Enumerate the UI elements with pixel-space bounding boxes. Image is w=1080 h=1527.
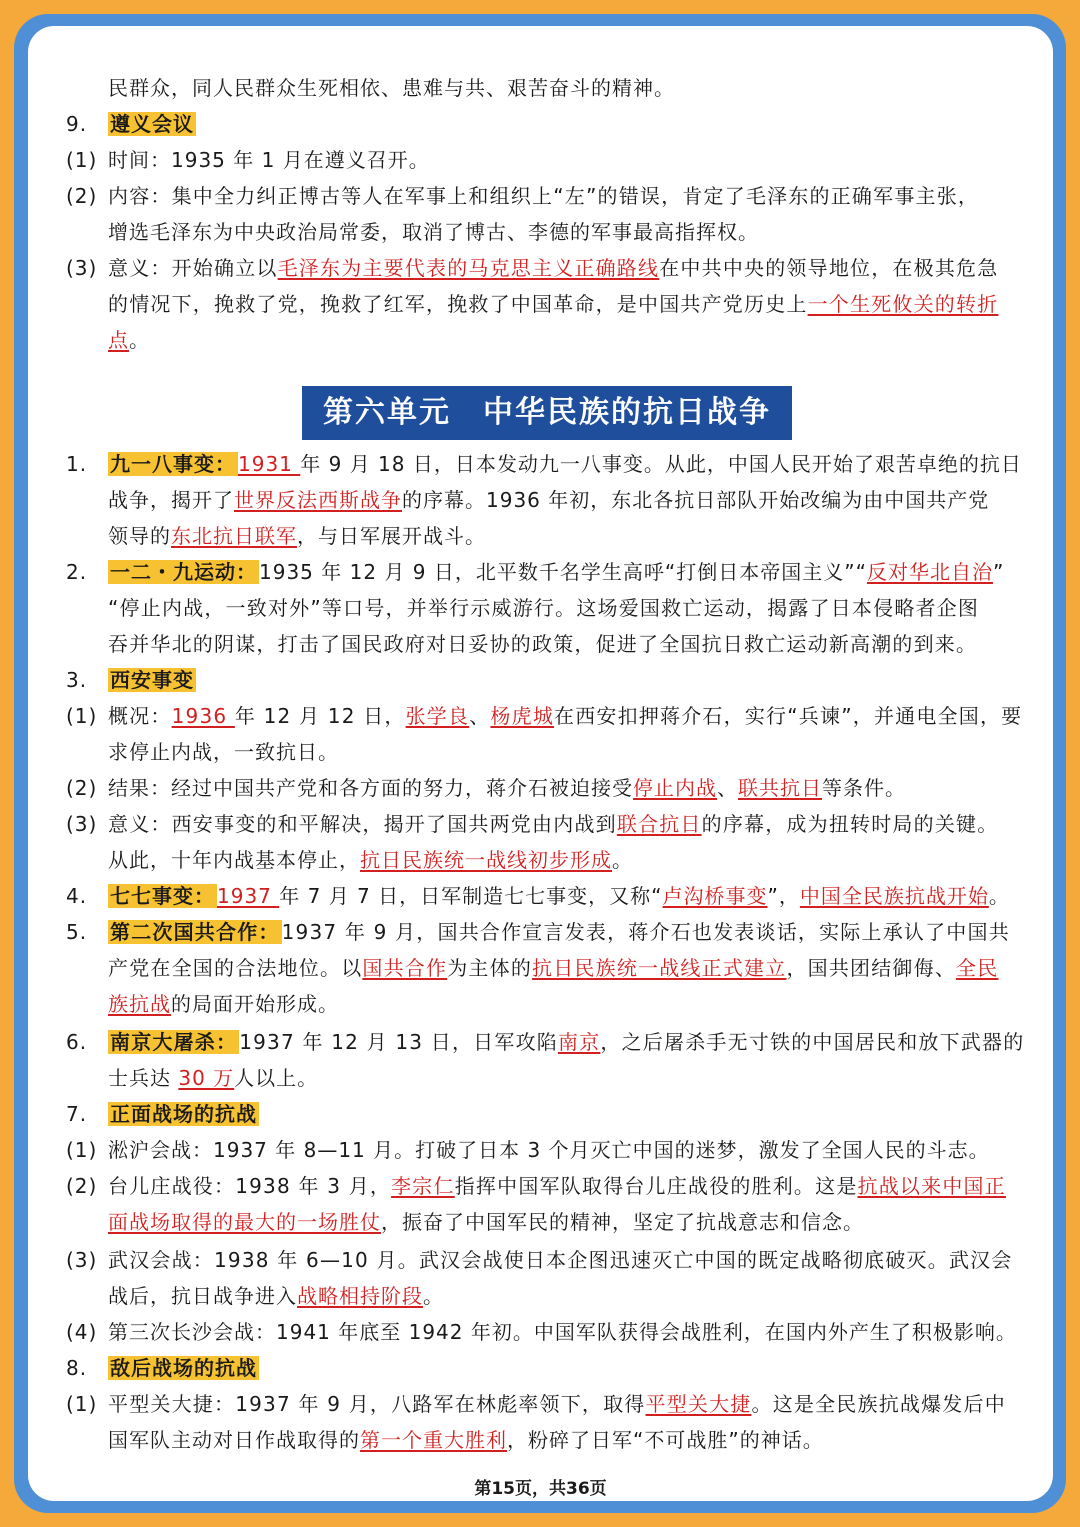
line-text	[108, 662, 196, 698]
item-number: 8.	[66, 1356, 88, 1380]
key-term: 反对华北自治	[866, 560, 993, 584]
text-segment: 人以上。	[234, 1066, 319, 1090]
item-number: (1)	[66, 1392, 98, 1416]
item-number: 5.	[66, 920, 88, 944]
text-segment: 结果：经过中国共产党和各方面的努力，蒋介石被迫接受	[108, 776, 633, 800]
text-segment: 。	[612, 848, 633, 872]
line-text	[108, 1024, 1024, 1060]
item-number: 9.	[66, 112, 88, 136]
text-segment: 1937 年 9 月，国共合作宣言发表，蒋介石也发表谈话，实际上承认了中国共	[281, 920, 1010, 944]
line-text	[108, 1314, 1017, 1350]
text-segment: 意义：开始确立以	[108, 256, 278, 280]
text-segment: “停止内战，一致对外”等口号，并举行示威游行。这场爱国救亡运动，揭露了日本侵略者企图	[108, 596, 980, 620]
text-segment: 。	[423, 1284, 444, 1308]
line-text	[108, 518, 486, 554]
key-term: 1937	[217, 884, 280, 908]
key-term: 抗战以来中国正	[857, 1174, 1006, 1198]
line-text	[108, 142, 430, 178]
text-segment: 平型关大捷：1937 年 9 月，八路军在林彪率领下，取得	[108, 1392, 646, 1416]
text-segment: 的序幕，成为扭转时局的关键。	[701, 812, 999, 836]
key-term: 联共抗日	[738, 776, 822, 800]
line-text	[108, 698, 1022, 734]
item-number: 7.	[66, 1102, 88, 1126]
text-segment: 在西安扣押蒋介石，实行“兵谏”，并通电全国，要	[554, 704, 1023, 728]
text-segment: 为主体的	[447, 956, 533, 980]
item-number: (1)	[66, 1138, 98, 1162]
key-term: 全民	[956, 956, 999, 980]
text-segment: 国军队主动对日作战取得的	[108, 1428, 360, 1452]
text-segment: 的序幕。1936 年初，东北各抗日部队开始改编为由中国共产党	[402, 488, 990, 512]
text-segment: 1937 年 12 月 13 日，日军攻陷	[239, 1030, 558, 1054]
document-page	[28, 26, 1053, 1501]
line-text	[108, 106, 196, 142]
text-segment: 增选毛泽东为中央政治局常委，取消了博古、李德的军事最高指挥权。	[108, 220, 759, 244]
text-segment: 武汉会战：1938 年 6—10 月。武汉会战使日本企图迅速灭亡中国的既定战略彻底破灭。武汉会	[108, 1248, 1013, 1272]
key-term: 张学良	[405, 704, 470, 728]
text-segment: 台儿庄战役：1938 年 3 月，	[108, 1174, 392, 1198]
line-text	[108, 986, 339, 1022]
text-segment: 。	[129, 328, 150, 352]
key-term: 点	[108, 328, 129, 352]
line-text	[108, 286, 998, 322]
item-number: (2)	[66, 1174, 98, 1198]
key-term: 世界反法西斯战争	[234, 488, 402, 512]
line-text	[108, 482, 989, 518]
text-segment: 意义：西安事变的和平解决，揭开了国共两党由内战到	[108, 812, 617, 836]
key-term: 抗日民族统一战线正式建立	[532, 956, 787, 980]
item-number: (3)	[66, 1248, 98, 1272]
highlighted-heading: 正面战场的抗战	[110, 1102, 257, 1126]
text-segment: ，国共团结御侮、	[786, 956, 957, 980]
highlighted-heading: 南京大屠杀：	[110, 1030, 238, 1054]
text-segment: 淞沪会战：1937 年 8—11 月。打破了日本 3 个月灭亡中国的迷梦，激发了全国人民的斗志。	[108, 1138, 990, 1162]
text-segment: 。这是全民族抗战爆发后中	[751, 1392, 1006, 1416]
key-term: 战略相持阶段	[297, 1284, 423, 1308]
line-text	[108, 806, 998, 842]
text-segment: 时间：1935 年 1 月在遵义召开。	[108, 148, 430, 172]
text-segment: 的情况下，挽救了党，挽救了红军，挽救了中国革命，是中国共产党历史上	[108, 292, 808, 316]
item-number: 1.	[66, 452, 88, 476]
key-term: 中国全民族抗战开始	[799, 884, 989, 908]
line-text	[108, 590, 979, 626]
item-number: (3)	[66, 812, 98, 836]
text-segment: ”	[992, 560, 1005, 584]
line-text	[108, 1422, 824, 1458]
key-term: 南京	[558, 1030, 601, 1054]
line-text	[108, 446, 1022, 482]
line-text	[108, 1168, 1006, 1204]
line-text	[108, 1096, 259, 1132]
key-term: 抗日民族统一战线初步形成	[360, 848, 612, 872]
line-text	[108, 554, 1004, 590]
line-text	[108, 770, 906, 806]
key-term: 卢沟桥事变	[662, 884, 768, 908]
item-number: (1)	[66, 148, 98, 172]
line-text	[108, 1204, 864, 1240]
key-term: 毛泽东为主要代表的马克思主义正确路线	[277, 256, 660, 280]
key-term: 1931	[238, 452, 301, 476]
item-number: (2)	[66, 184, 98, 208]
text-segment: 产党在全国的合法地位。以	[108, 956, 363, 980]
key-term: 面战场取得的最大的一场胜仗	[108, 1210, 381, 1234]
item-number: 6.	[66, 1030, 88, 1054]
text-segment: 、	[717, 776, 738, 800]
text-segment: 民群众，同人民群众生死相依、患难与共、艰苦奋斗的精神。	[108, 76, 675, 100]
item-number: 3.	[66, 668, 88, 692]
text-segment: 战后，抗日战争进入	[108, 1284, 297, 1308]
key-term: 第一个重大胜利	[360, 1428, 507, 1452]
text-segment: 概况：	[108, 704, 172, 728]
text-segment: 、	[469, 704, 491, 728]
key-term: 李宗仁	[391, 1174, 455, 1198]
key-term: 杨虎城	[490, 704, 555, 728]
line-text	[108, 70, 675, 106]
highlighted-heading: 一二・九运动：	[110, 560, 257, 584]
line-text	[108, 1132, 990, 1168]
key-term: 停止内战	[633, 776, 717, 800]
item-number: (1)	[66, 704, 98, 728]
text-segment: ，之后屠杀手无寸铁的中国居民和放下武器的	[600, 1030, 1025, 1054]
line-text	[108, 1278, 444, 1314]
text-segment: 在中共中央的领导地位，在极其危急	[659, 256, 999, 280]
text-segment: 求停止内战，一致抗日。	[108, 740, 339, 764]
highlighted-heading: 九一八事变：	[110, 452, 236, 476]
item-number: (2)	[66, 776, 98, 800]
text-segment: 从此，十年内战基本停止，	[108, 848, 360, 872]
key-term: 国共合作	[362, 956, 448, 980]
key-term: 平型关大捷	[645, 1392, 752, 1416]
highlighted-heading: 西安事变	[110, 668, 194, 692]
highlighted-heading: 第二次国共合作：	[110, 920, 280, 944]
line-text	[108, 842, 633, 878]
text-segment: ，粉碎了日军“不可战胜”的神话。	[507, 1428, 824, 1452]
text-segment: 战争，揭开了	[108, 488, 234, 512]
item-number: 2.	[66, 560, 88, 584]
text-segment: ”，	[767, 884, 800, 908]
key-term: 30 万	[178, 1066, 235, 1090]
line-text	[108, 250, 998, 286]
text-segment: 的局面开始形成。	[171, 992, 339, 1016]
highlighted-heading: 敌后战场的抗战	[110, 1356, 257, 1380]
highlighted-heading: 遵义会议	[110, 112, 194, 136]
text-segment: 年 7 月 7 日，日军制造七七事变，又称“	[279, 884, 663, 908]
item-number: (3)	[66, 256, 98, 280]
line-text	[108, 626, 977, 662]
item-number: (4)	[66, 1320, 98, 1344]
key-term: 1936	[171, 704, 235, 728]
text-segment: 士兵达	[108, 1066, 179, 1090]
text-segment: 第三次长沙会战：1941 年底至 1942 年初。中国军队获得会战胜利，在国内外产生了积极影响。	[108, 1320, 1017, 1344]
text-segment: 1935 年 12 月 9 日，北平数千名学生高呼“打倒日本帝国主义”“	[259, 560, 867, 584]
line-text	[108, 1242, 1013, 1278]
text-segment: 等条件。	[822, 776, 906, 800]
line-text	[108, 322, 150, 358]
text-segment: 领导的	[108, 524, 171, 548]
line-text	[108, 950, 998, 986]
key-term: 联合抗日	[616, 812, 702, 836]
line-text	[108, 914, 1010, 950]
highlighted-heading: 七七事变：	[110, 884, 215, 908]
text-segment: 年 9 月 18 日，日本发动九一八事变。从此，中国人民开始了艰苦卓绝的抗日	[300, 452, 1022, 476]
text-segment: 。	[988, 884, 1010, 908]
key-term: 族抗战	[108, 992, 171, 1016]
text-segment: ，振奋了中国军民的精神，坚定了抗战意志和信念。	[381, 1210, 864, 1234]
page-footer: 第15页，共36页	[474, 1479, 607, 1499]
key-term: 东北抗日联军	[171, 524, 297, 548]
text-segment: 年 12 月 12 日，	[234, 704, 406, 728]
item-number: 4.	[66, 884, 88, 908]
line-text	[108, 1350, 259, 1386]
text-segment: ，与日军展开战斗。	[297, 524, 486, 548]
text-segment: 吞并华北的阴谋，打击了国民政府对日妥协的政策，促进了全国抗日救亡运动新高潮的到来。	[108, 632, 978, 656]
text-segment: 指挥中国军队取得台儿庄战役的胜利。这是	[454, 1174, 858, 1198]
line-text	[108, 1386, 1006, 1422]
line-text	[108, 178, 979, 214]
key-term: 一个生死攸关的转折	[807, 292, 999, 316]
line-text	[108, 878, 1010, 914]
line-text	[108, 1060, 318, 1096]
text-segment: 内容：集中全力纠正博古等人在军事上和组织上“左”的错误，肯定了毛泽东的正确军事主张，	[108, 184, 980, 208]
line-text	[108, 214, 759, 250]
line-text	[108, 734, 339, 770]
unit-title: 第六单元 中华民族的抗日战争	[302, 386, 792, 440]
